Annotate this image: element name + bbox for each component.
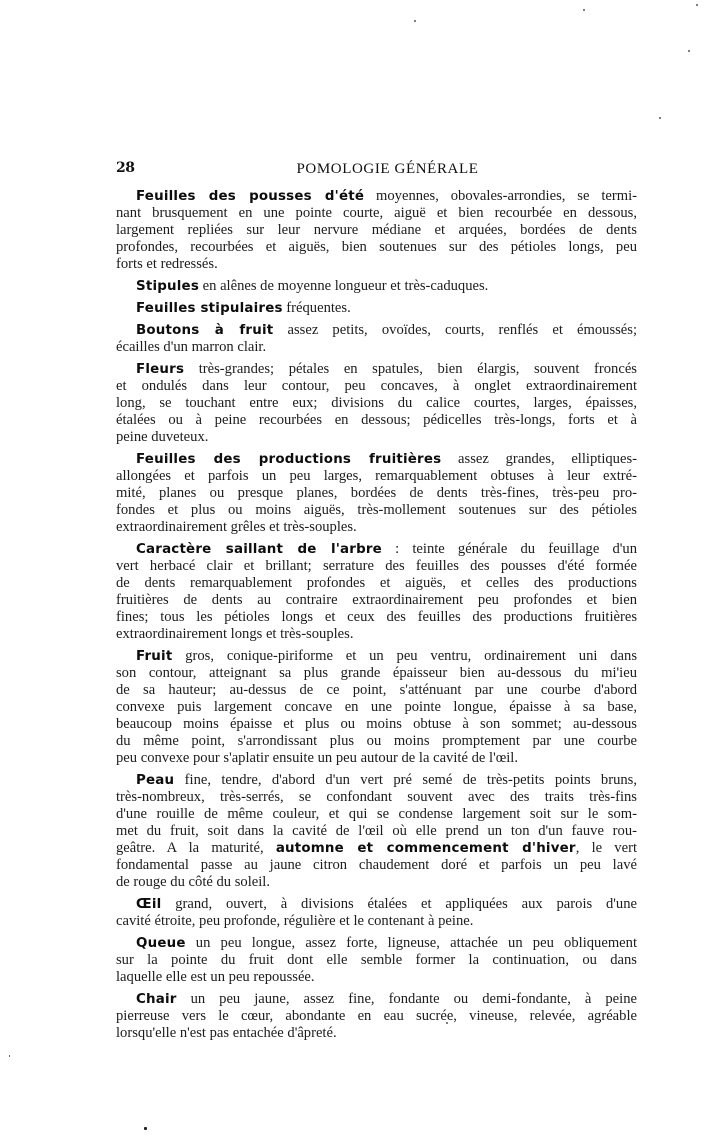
- text-line: Chair un peu jaune, assez fine, fondante ou demi-fondante, à peine: [136, 991, 637, 1007]
- headword: Caractère saillant de l'arbre: [136, 542, 382, 557]
- running-head: [116, 160, 637, 180]
- text-line: peine duveteux.: [116, 429, 209, 445]
- text-line: Feuilles des productions fruitières assez grandes, elliptiques-: [136, 451, 637, 467]
- headword: Feuilles des productions fruitières: [136, 452, 442, 467]
- headword: Stipules: [136, 279, 199, 294]
- headword: Feuilles des pousses d'été: [136, 189, 365, 204]
- scan-speck: [9, 1055, 10, 1057]
- paragraph-chair: [116, 991, 637, 1042]
- text-line: peu convexe pour s'aplatir ensuite un peu autour de la cavité de l'œil.: [116, 750, 518, 766]
- text-line: mité, planes ou presque planes, bordées de dents très-fines, très-peu pro-: [116, 485, 637, 501]
- paragraph-peau: [116, 772, 637, 891]
- scan-speck: [414, 20, 416, 22]
- text-line: extraordinairement longs et très-souples.: [116, 626, 354, 642]
- text-line: extraordinairement grêles et très-souples.: [116, 519, 357, 535]
- text-line: cavité étroite, peu profonde, régulière et le contenant à peine.: [116, 913, 474, 929]
- text-line: Queue un peu longue, assez forte, ligneuse, attachée un peu obliquement: [136, 935, 637, 951]
- text-line: sur la pointe du fruit dont elle semble former la continuation, ou dans: [116, 952, 637, 968]
- text-line: long, se touchant entre eux; divisions du calice courtes, larges, épaisses,: [116, 395, 637, 411]
- text-line: de dents remarquablement profondes et aiguës, et celles des productions: [116, 575, 637, 591]
- paragraph-queue: [116, 935, 637, 986]
- text-line: Caractère saillant de l'arbre : teinte générale du feuillage d'un: [136, 541, 638, 557]
- headword: Œil: [136, 897, 162, 912]
- text-line: pierreuse vers le cœur, abondante en eau sucrée, vineuse, relevée, agréable: [116, 1008, 637, 1024]
- text-line: et ondulés dans leur contour, peu concaves, à onglet extraordinairement: [116, 378, 637, 394]
- headword: Peau: [136, 773, 175, 788]
- text-line: étalées ou à peine recourbées en dessous; pédicelles très-longs, forts et à: [116, 412, 637, 428]
- paragraph-boutons-a-fruit: [116, 322, 637, 356]
- text-line: Boutons à fruit assez petits, ovoïdes, courts, renflés et émoussés;: [136, 322, 638, 338]
- text-line: Feuilles des pousses d'été moyennes, obovales-arrondies, se termi-: [136, 188, 637, 204]
- text-line: du même point, s'arrondissant plus ou moins promptement par une courbe: [116, 733, 637, 749]
- text-line: Œil grand, ouvert, à divisions étalées et appliquées aux parois d'une: [136, 896, 637, 912]
- text-line: de sa hauteur; au-dessus de ce point, s'atténuant par une courbe d'abord: [116, 682, 637, 698]
- text-line: très-nombreux, très-serrés, se confondant souvent avec des traits très-fins: [116, 789, 637, 805]
- headword: Fleurs: [136, 362, 185, 377]
- headword: Boutons à fruit: [136, 323, 274, 338]
- text-line: de rouge du côté du soleil.: [116, 874, 271, 890]
- scan-speck: [583, 9, 585, 11]
- paragraph-feuilles-stipulaires: [116, 300, 637, 317]
- paragraph-fruit: [116, 648, 637, 767]
- text-line: vert herbacé clair et brillant; serrature des feuilles des pousses d'été formée: [116, 558, 637, 574]
- text-line: profondes, recourbées et aiguës, bien soutenues sur des pétioles longs, peu: [116, 239, 637, 255]
- inline-bold-season: automne et commencement d'hiver: [275, 841, 576, 856]
- running-title: POMOLOGIE GÉNÉRALE: [296, 161, 479, 177]
- text-line: met du fruit, soit dans la cavité de l'œil où elle prend un ton d'un fauve rou-: [116, 823, 637, 839]
- text-line: laquelle elle est un peu repoussée.: [116, 969, 315, 985]
- text-line: Stipules en alênes de moyenne longueur et très-caduques.: [136, 278, 489, 294]
- scan-speck: [144, 1127, 147, 1130]
- text-line: largement repliées sur leur nervure médiane et arquées, bordées de dents: [116, 222, 637, 238]
- text-line: fondamental passe au jaune citron chaudement doré et parfois un peu lavé: [116, 857, 637, 873]
- paragraph-feuilles-pousses-ete: [116, 188, 637, 273]
- text-line: son contour, atteignant sa plus grande épaisseur bien au-dessous du mi'ieu: [116, 665, 637, 681]
- headword: Queue: [136, 936, 186, 951]
- text-line: Fleurs très-grandes; pétales en spatules, bien élargis, souvent froncés: [136, 361, 637, 377]
- headword: Fruit: [136, 649, 173, 664]
- scan-speck: [659, 117, 661, 119]
- text-line: fines; tous les pétioles longs et ceux des feuilles des productions fruitières: [116, 609, 637, 625]
- text-line: écailles d'un marron clair.: [116, 339, 267, 355]
- scan-speck: [688, 50, 690, 52]
- text-line: geâtre. A la maturité, automne et commencement d'hiver, le vert: [116, 840, 637, 856]
- text-line: fondes et plus ou moins aiguës, très-mollement soutenues sur des pétioles: [116, 502, 637, 518]
- headword: Chair: [136, 992, 177, 1007]
- text-line: convexe puis largement concave en une pointe longue, épaisse à sa base,: [116, 699, 637, 715]
- text-line: fruitières de dents au contraire extraordinairement peu profondes et bien: [116, 592, 637, 608]
- page-number: 28: [116, 160, 135, 176]
- paragraph-feuilles-productions-fruitieres: [116, 451, 637, 536]
- text-line: beaucoup moins épaisse et plus ou moins obtuse à son sommet; au-dessous: [116, 716, 637, 732]
- text-line: Peau fine, tendre, d'abord d'un vert pré semé de très-petits points bruns,: [136, 772, 637, 788]
- text-line: lorsqu'elle n'est pas entachée d'âpreté.: [116, 1025, 337, 1041]
- text-line: Feuilles stipulaires fréquentes.: [136, 300, 351, 316]
- text-line: d'une rouille de même couleur, et qui se condense largement soit sur le som-: [116, 806, 637, 822]
- paragraph-fleurs: [116, 361, 637, 446]
- paragraph-oeil: [116, 896, 637, 930]
- text-line: nant brusquement en une pointe courte, aiguë et bien recourbée en dessous,: [116, 205, 637, 221]
- paragraph-stipules: [116, 278, 637, 295]
- paragraph-caractere-saillant: [116, 541, 637, 643]
- page-body: [116, 188, 637, 1047]
- headword: Feuilles stipulaires: [136, 301, 283, 316]
- text-line: allongées et parfois un peu larges, remarquablement obtuses à leur extré-: [116, 468, 637, 484]
- scan-speck: [696, 4, 698, 6]
- text-line: Fruit gros, conique-piriforme et un peu ventru, ordinairement uni dans: [136, 648, 637, 664]
- text-line: forts et redressés.: [116, 256, 218, 272]
